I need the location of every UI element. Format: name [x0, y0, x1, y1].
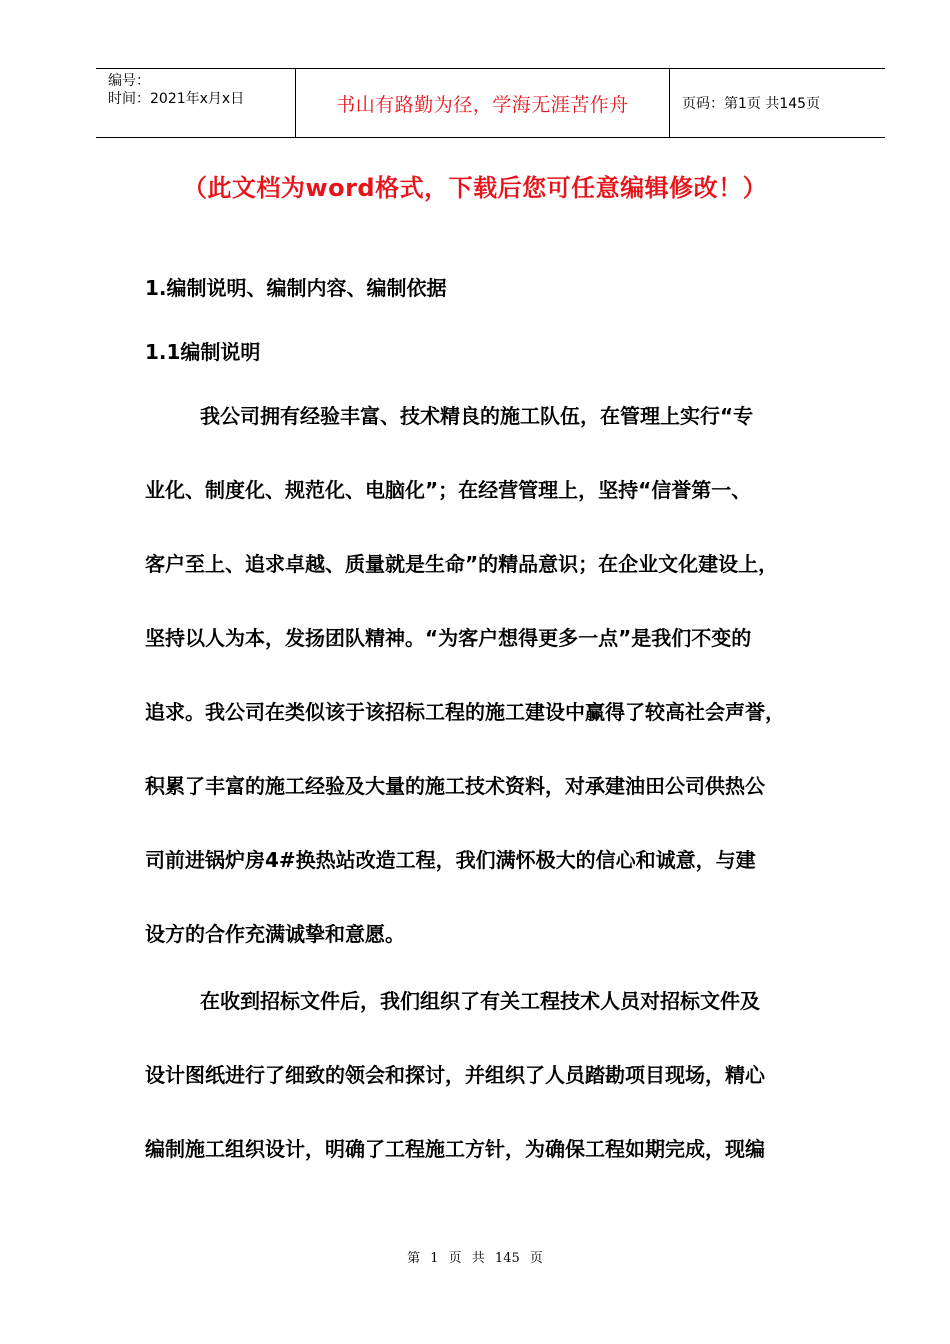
paragraph-line: 我公司拥有经验丰富、技术精良的施工队伍，在管理上实行“专 — [200, 404, 754, 428]
header-page-info: 页码：第1页 共145页 — [682, 96, 821, 112]
paragraph-line: 在收到招标文件后，我们组织了有关工程技术人员对招标文件及 — [200, 989, 760, 1013]
document-number-label: 编号： — [108, 73, 150, 89]
paragraph-line: 坚持以人为本，发扬团队精神。“为客户想得更多一点”是我们不变的 — [145, 626, 752, 650]
document-date: 时间：2021年x月x日 — [108, 91, 245, 107]
section-title: 1.编制说明、编制内容、编制依据 — [145, 276, 447, 300]
paragraph-line: 积累了丰富的施工经验及大量的施工技术资料，对承建油田公司供热公 — [145, 774, 765, 798]
paragraph-line: 编制施工组织设计，明确了工程施工方针，为确保工程如期完成，现编 — [145, 1137, 765, 1161]
paragraph-line: 业化、制度化、规范化、电脑化”；在经营管理上，坚持“信誉第一、 — [145, 478, 752, 502]
paragraph-line: 设计图纸进行了细致的领会和探讨，并组织了人员踏勘项目现场，精心 — [145, 1063, 765, 1087]
paragraph-line: 客户至上、追求卓越、质量就是生命”的精品意识；在企业文化建设上， — [145, 552, 779, 576]
header-motto: 书山有路勤为径，学海无涯苦作舟 — [296, 69, 670, 137]
page-header — [96, 68, 885, 138]
paragraph-line: 司前进锅炉房4#换热站改造工程，我们满怀极大的信心和诚意，与建 — [145, 848, 756, 872]
format-notice: （此文档为word格式，下载后您可任意编辑修改！） — [182, 174, 768, 202]
header-meta — [96, 69, 296, 137]
paragraph-line: 追求。我公司在类似该于该招标工程的施工建设中赢得了较高社会声誉， — [145, 700, 785, 724]
page-footer: 第 1 页 共 145 页 — [407, 1251, 543, 1266]
paragraph-line: 设方的合作充满诚挚和意愿。 — [145, 922, 405, 946]
subsection-title: 1.1编制说明 — [145, 340, 261, 364]
